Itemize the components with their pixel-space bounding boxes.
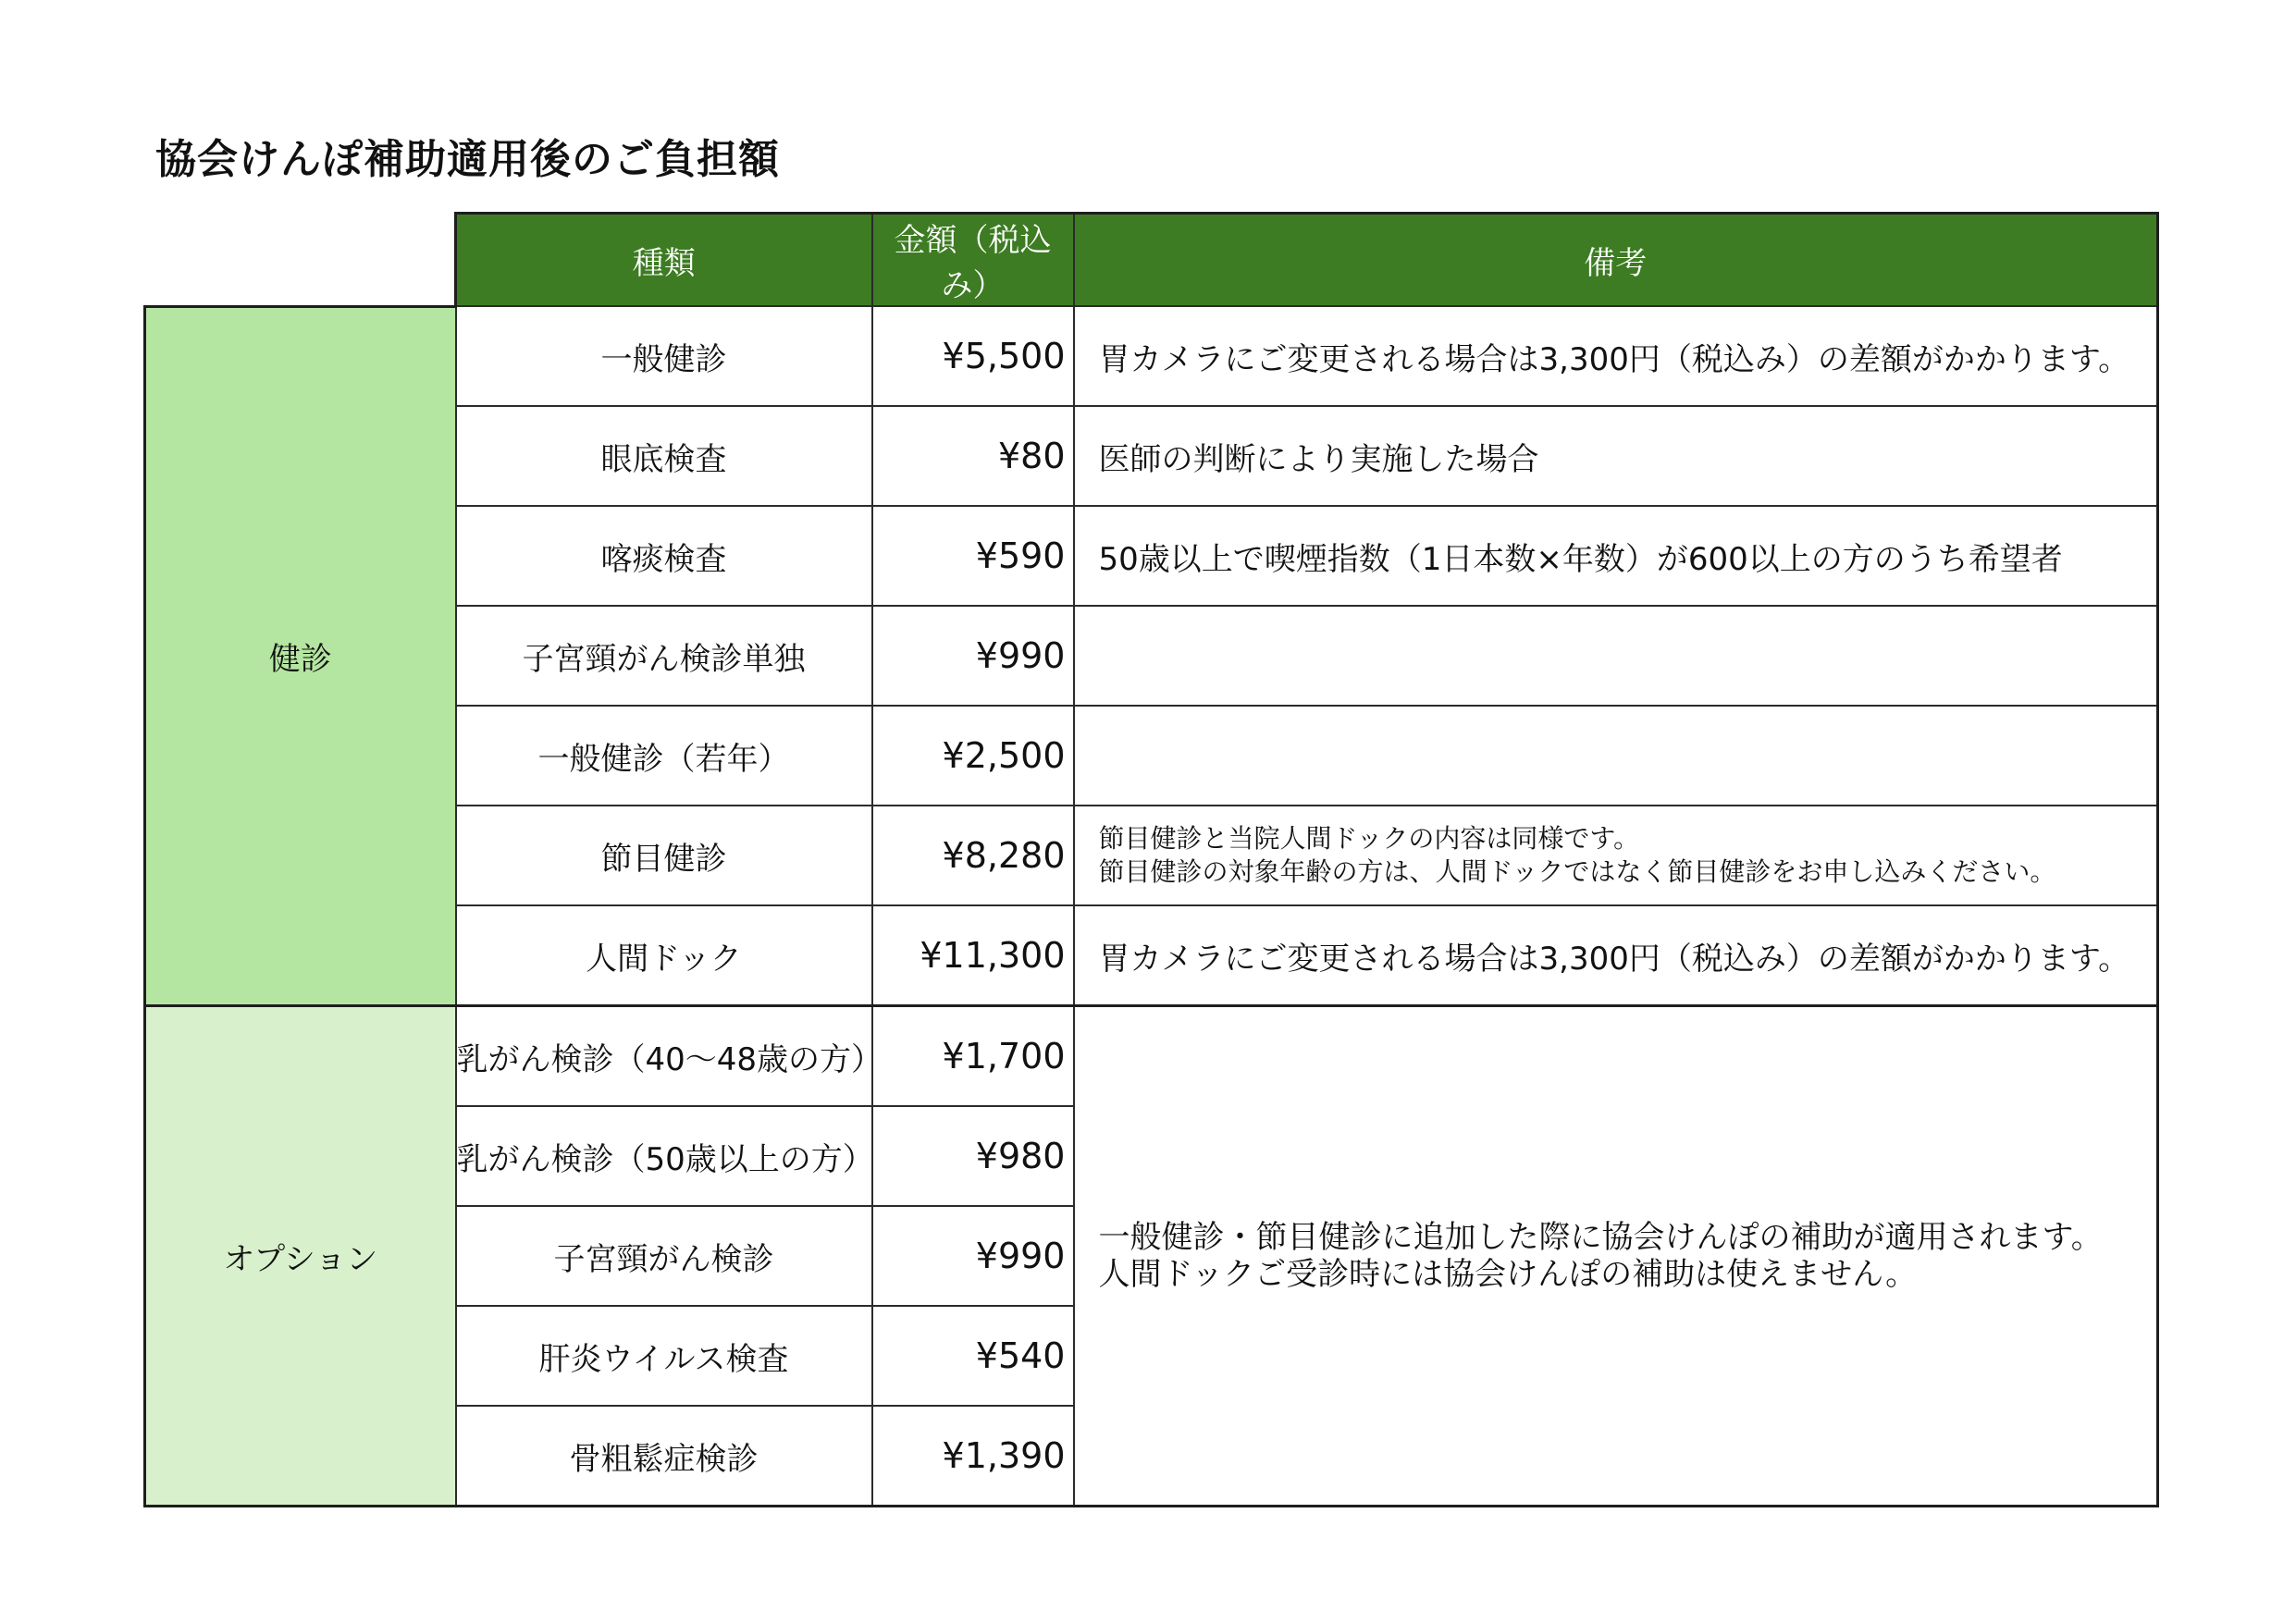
- row-price: ¥11,300: [872, 905, 1074, 1006]
- header-price: 金額（税込み）: [872, 214, 1074, 307]
- fee-table: [143, 212, 2159, 1507]
- row-name: 子宮頸がん検診単独: [456, 606, 872, 706]
- row-price: ¥1,390: [872, 1406, 1074, 1507]
- row-name: 節目健診: [456, 806, 872, 905]
- note-line: 医師の判断により実施した場合: [1098, 440, 1539, 478]
- row-name: 乳がん検診（40～48歳の方）: [456, 1006, 872, 1107]
- row-name: 喀痰検査: [456, 506, 872, 606]
- row-note: [1074, 306, 2158, 406]
- note-line: 胃カメラにご変更される場合は3,300円（税込み）の差額がかかります。: [1098, 940, 2130, 978]
- row-price: ¥980: [872, 1106, 1074, 1206]
- row-name: 骨粗鬆症検診: [456, 1406, 872, 1507]
- note-line: 人間ドックご受診時には協会けんぽの補助は使えません。: [1098, 1256, 1918, 1293]
- table-row: [145, 1006, 2158, 1107]
- row-note: [1074, 406, 2158, 506]
- row-price: ¥990: [872, 606, 1074, 706]
- option-shared-note: [1074, 1006, 2158, 1507]
- note-line: 節目健診と当院人間ドックの内容は同様です。: [1098, 823, 1640, 854]
- row-name: 乳がん検診（50歳以上の方）: [456, 1106, 872, 1206]
- row-note: [1074, 506, 2158, 606]
- row-name: 人間ドック: [456, 905, 872, 1006]
- row-note: [1074, 606, 2158, 706]
- row-price: ¥1,700: [872, 1006, 1074, 1107]
- row-name: 眼底検査: [456, 406, 872, 506]
- row-name: 一般健診: [456, 306, 872, 406]
- note-line: 胃カメラにご変更される場合は3,300円（税込み）の差額がかかります。: [1098, 340, 2130, 378]
- row-price: ¥990: [872, 1206, 1074, 1306]
- header-type: 種類: [456, 214, 872, 307]
- table-header-row: [145, 214, 2158, 307]
- row-name: 子宮頸がん検診: [456, 1206, 872, 1306]
- row-price: ¥540: [872, 1306, 1074, 1406]
- page-title: 協会けんぽ補助適用後のご負担額: [155, 136, 780, 183]
- row-price: ¥2,500: [872, 706, 1074, 806]
- row-price: ¥590: [872, 506, 1074, 606]
- row-price: ¥8,280: [872, 806, 1074, 905]
- category-option: オプション: [145, 1006, 456, 1507]
- row-note: [1074, 905, 2158, 1006]
- table-row: [145, 306, 2158, 406]
- header-blank-cell: [145, 214, 456, 307]
- row-price: ¥5,500: [872, 306, 1074, 406]
- header-note: 備考: [1074, 214, 2158, 307]
- row-note: [1074, 706, 2158, 806]
- row-name: 一般健診（若年）: [456, 706, 872, 806]
- row-price: ¥80: [872, 406, 1074, 506]
- note-line: 節目健診の対象年齢の方は、人間ドックではなく節目健診をお申し込みください。: [1098, 856, 2056, 887]
- note-line: 一般健診・節目健診に追加した際に協会けんぽの補助が適用されます。: [1098, 1219, 2103, 1256]
- row-name: 肝炎ウイルス検査: [456, 1306, 872, 1406]
- category-kenshin: 健診: [145, 306, 456, 1006]
- note-line: 50歳以上で喫煙指数（1日本数×年数）が600以上の方のうち希望者: [1098, 540, 2063, 578]
- row-note: [1074, 806, 2158, 905]
